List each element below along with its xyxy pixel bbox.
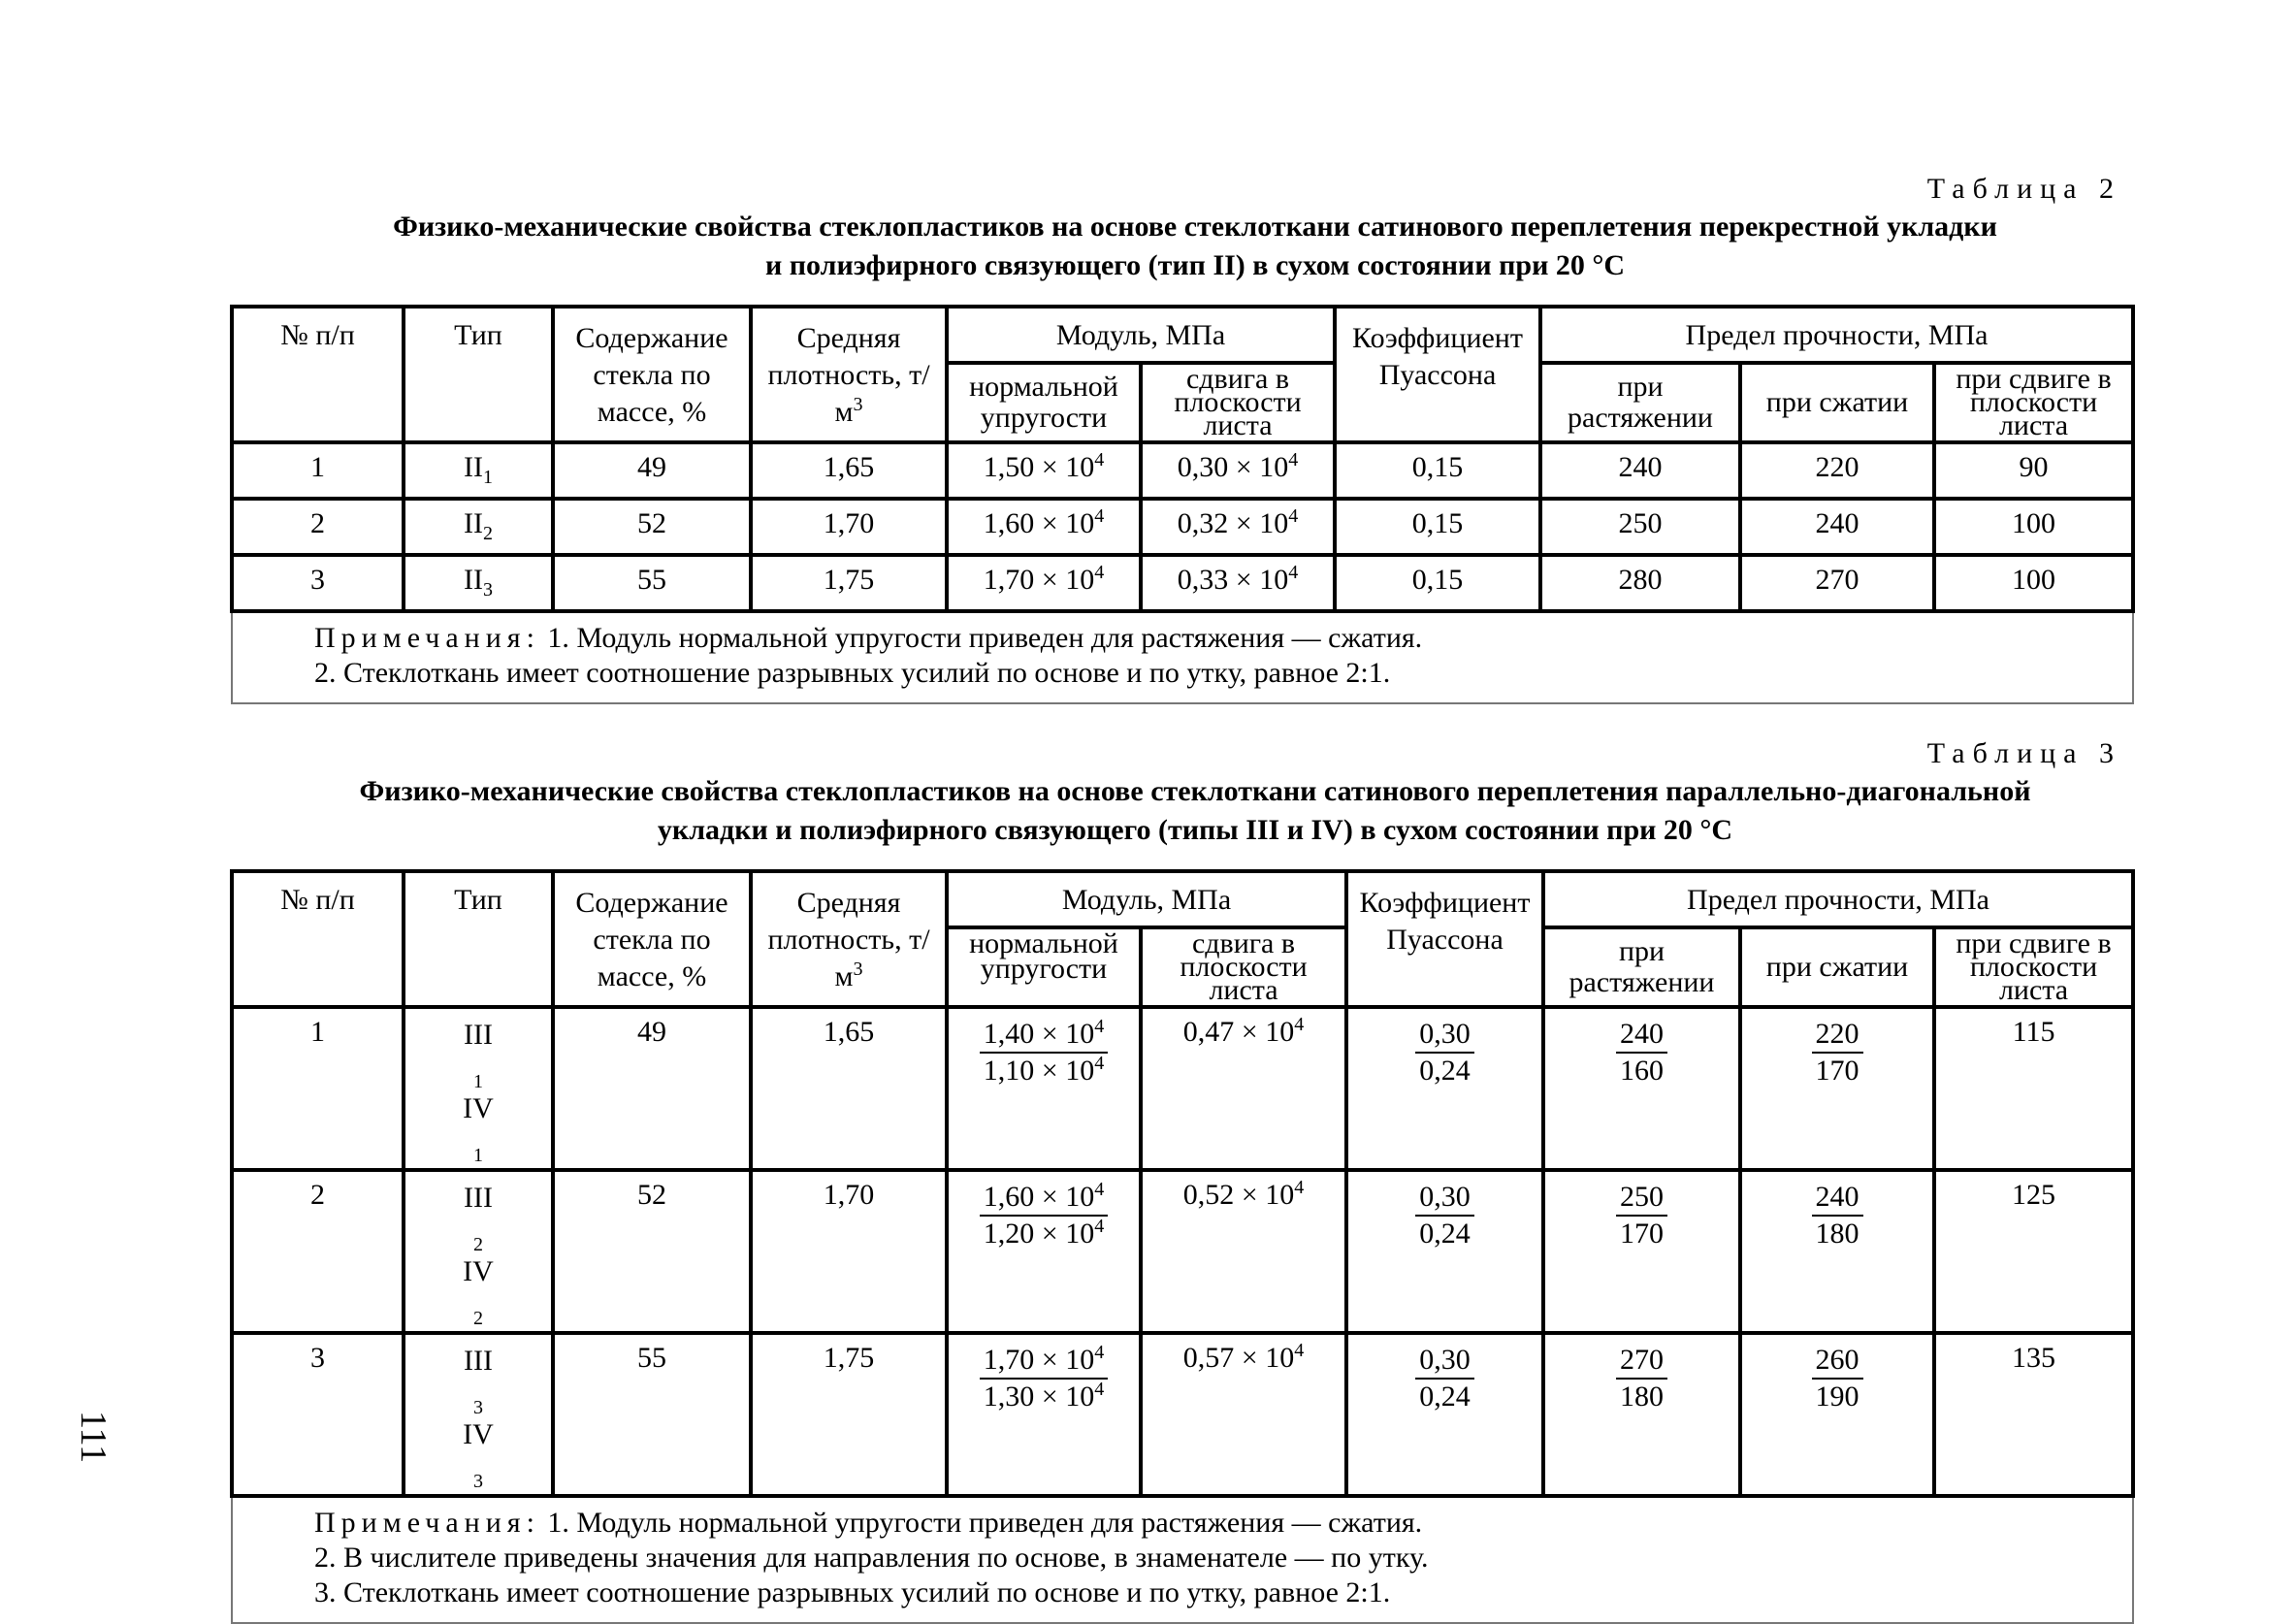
cell-content: 49 bbox=[553, 442, 751, 499]
cell-num: 2 bbox=[232, 1170, 404, 1333]
cell-compression: $\frac{260}{190}$ bbox=[1740, 1333, 1934, 1496]
cell-compression: 240 bbox=[1740, 499, 1934, 555]
table3-title bbox=[230, 772, 2131, 850]
cell-compression: $\frac{220}{170}$ bbox=[1740, 1007, 1934, 1170]
cell-shear: 135 bbox=[1934, 1333, 2133, 1496]
header-num: № п/п bbox=[232, 871, 404, 1007]
table2-notes bbox=[232, 611, 2133, 703]
table2 bbox=[230, 305, 2135, 704]
header-strength-shear: при сдвиге в плоскости листа bbox=[1934, 927, 2133, 1007]
header-strength-shear: при сдвиге в плоскости листа bbox=[1934, 363, 2133, 442]
table2-title-line1: Физико-механические свойства стеклопластиков на основе стеклоткани сатинового переплетения перекрестной укладки bbox=[393, 211, 1997, 243]
cell-mod-shear: $0,57 \times 10^4$ bbox=[1141, 1333, 1346, 1496]
cell-density: 1,70 bbox=[751, 499, 947, 555]
table3-title-line2: укладки и полиэфирного связующего (типы III и IV) в сухом состоянии при 20 °С bbox=[657, 814, 1733, 846]
cell-content: 55 bbox=[553, 555, 751, 611]
note-1: 1. Модуль нормальной упругости приведен для растяжения — сжатия. bbox=[547, 622, 1423, 654]
cell-poisson: 0,15 bbox=[1335, 555, 1540, 611]
header-poisson: Коэффициент Пуассона bbox=[1346, 871, 1543, 1007]
table-row bbox=[232, 499, 2133, 555]
cell-tension: $\frac{270}{180}$ bbox=[1543, 1333, 1740, 1496]
cell-density: 1,65 bbox=[751, 442, 947, 499]
cell-mod-normal: $1,50 \times 10^4$ bbox=[947, 442, 1141, 499]
page-number: 111 bbox=[73, 1411, 113, 1464]
table-row bbox=[232, 442, 2133, 499]
header-strength-compression: при сжатии bbox=[1740, 363, 1934, 442]
cell-type: III $_2$ IV $_2$ bbox=[404, 1170, 553, 1333]
cell-shear: 115 bbox=[1934, 1007, 2133, 1170]
header-content: Содержание стекла по массе, % bbox=[553, 871, 751, 1007]
cell-shear: 90 bbox=[1934, 442, 2133, 499]
cell-tension: $\frac{250}{170}$ bbox=[1543, 1170, 1740, 1333]
cell-compression: 270 bbox=[1740, 555, 1934, 611]
cell-tension: 240 bbox=[1540, 442, 1740, 499]
cell-type: $II_2$ bbox=[404, 499, 553, 555]
cell-shear: 100 bbox=[1934, 555, 2133, 611]
note-2: 2. Стеклоткань имеет соотношение разрывных усилий по основе и по утку, равное 2:1. bbox=[314, 657, 1391, 689]
notes-label: Примечания: bbox=[314, 622, 540, 654]
cell-mod-normal: $\frac{1,40 \times 10^4}{1,10 \times 10^4}$ bbox=[947, 1007, 1141, 1170]
cell-poisson: 0,15 bbox=[1335, 442, 1540, 499]
cell-num: 3 bbox=[232, 555, 404, 611]
cell-type: $II_1$ bbox=[404, 442, 553, 499]
cell-tension: 250 bbox=[1540, 499, 1740, 555]
cell-compression: $\frac{240}{180}$ bbox=[1740, 1170, 1934, 1333]
header-modulus-shear: сдвига в плоскости листа bbox=[1141, 363, 1335, 442]
header-strength-tension: при растяжении bbox=[1543, 927, 1740, 1007]
note-2: 2. В числителе приведены значения для направления по основе, в знаменателе — по утку. bbox=[314, 1542, 1429, 1574]
cell-density: 1,65 bbox=[751, 1007, 947, 1170]
cell-content: 49 bbox=[553, 1007, 751, 1170]
cell-mod-normal: $\frac{1,70 \times 10^4}{1,30 \times 10^4}$ bbox=[947, 1333, 1141, 1496]
header-num: № п/п bbox=[232, 307, 404, 442]
cell-density: 1,75 bbox=[751, 555, 947, 611]
header-strength: Предел прочности, МПа bbox=[1543, 871, 2133, 927]
table3 bbox=[230, 869, 2135, 1624]
cell-compression: 220 bbox=[1740, 442, 1934, 499]
header-density: Средняя плотность, $т/м^3$ bbox=[751, 307, 947, 442]
header-modulus-normal: нормальной упругости bbox=[947, 363, 1141, 442]
cell-mod-shear: $0,52 \times 10^4$ bbox=[1141, 1170, 1346, 1333]
cell-mod-shear: $0,47 \times 10^4$ bbox=[1141, 1007, 1346, 1170]
header-type: Тип bbox=[404, 307, 553, 442]
table3-label: Таблица 3 bbox=[1926, 737, 2121, 769]
table2-title-line2: и полиэфирного связующего (тип II) в сухом состоянии при 20 °С bbox=[764, 249, 1626, 281]
header-strength-tension: при растяжении bbox=[1540, 363, 1740, 442]
cell-poisson: $\frac{0,30}{0,24}$ bbox=[1346, 1007, 1543, 1170]
cell-tension: 280 bbox=[1540, 555, 1740, 611]
cell-num: 1 bbox=[232, 442, 404, 499]
cell-num: 1 bbox=[232, 1007, 404, 1170]
cell-content: 52 bbox=[553, 499, 751, 555]
note-3: 3. Стеклоткань имеет соотношение разрывных усилий по основе и по утку, равное 2:1. bbox=[314, 1576, 1391, 1608]
cell-shear: 125 bbox=[1934, 1170, 2133, 1333]
table2-label: Таблица 2 bbox=[1926, 173, 2121, 205]
cell-type: $II_3$ bbox=[404, 555, 553, 611]
table2-title bbox=[230, 208, 2131, 285]
header-content: Содержание стекла по массе, % bbox=[553, 307, 751, 442]
cell-poisson: $\frac{0,30}{0,24}$ bbox=[1346, 1170, 1543, 1333]
header-modulus: Модуль, МПа bbox=[947, 871, 1346, 927]
cell-type: III $_1$ IV $_1$ bbox=[404, 1007, 553, 1170]
cell-tension: $\frac{240}{160}$ bbox=[1543, 1007, 1740, 1170]
table-row bbox=[232, 555, 2133, 611]
cell-mod-shear: $0,33 \times 10^4$ bbox=[1141, 555, 1335, 611]
header-strength-compression: при сжатии bbox=[1740, 927, 1934, 1007]
cell-poisson: $\frac{0,30}{0,24}$ bbox=[1346, 1333, 1543, 1496]
cell-content: 55 bbox=[553, 1333, 751, 1496]
header-type: Тип bbox=[404, 871, 553, 1007]
cell-num: 3 bbox=[232, 1333, 404, 1496]
table-row bbox=[232, 1007, 2133, 1170]
cell-shear: 100 bbox=[1934, 499, 2133, 555]
cell-mod-shear: $0,30 \times 10^4$ bbox=[1141, 442, 1335, 499]
header-modulus-normal: нормальной упругости bbox=[947, 927, 1141, 1007]
header-modulus-shear: сдвига в плоскости листа bbox=[1141, 927, 1346, 1007]
table3-title-line1: Физико-механические свойства стеклопластиков на основе стеклоткани сатинового переплетения параллельно-диагональной bbox=[359, 775, 2031, 807]
cell-mod-shear: $0,32 \times 10^4$ bbox=[1141, 499, 1335, 555]
cell-content: 52 bbox=[553, 1170, 751, 1333]
table3-block bbox=[230, 735, 2131, 1624]
header-strength: Предел прочности, МПа bbox=[1540, 307, 2133, 363]
notes-label: Примечания: bbox=[314, 1507, 540, 1539]
cell-num: 2 bbox=[232, 499, 404, 555]
table-row bbox=[232, 1333, 2133, 1496]
table2-block bbox=[230, 171, 2131, 704]
table3-notes bbox=[232, 1496, 2133, 1623]
cell-poisson: 0,15 bbox=[1335, 499, 1540, 555]
header-modulus: Модуль, МПа bbox=[947, 307, 1335, 363]
cell-mod-normal: $1,60 \times 10^4$ bbox=[947, 499, 1141, 555]
header-density: Средняя плотность, $т/м^3$ bbox=[751, 871, 947, 1007]
table-row bbox=[232, 1170, 2133, 1333]
cell-mod-normal: $\frac{1,60 \times 10^4}{1,20 \times 10^4}$ bbox=[947, 1170, 1141, 1333]
cell-density: 1,70 bbox=[751, 1170, 947, 1333]
cell-density: 1,75 bbox=[751, 1333, 947, 1496]
cell-mod-normal: $1,70 \times 10^4$ bbox=[947, 555, 1141, 611]
cell-type: III $_3$ IV $_3$ bbox=[404, 1333, 553, 1496]
header-poisson: Коэффициент Пуассона bbox=[1335, 307, 1540, 442]
note-1: 1. Модуль нормальной упругости приведен для растяжения — сжатия. bbox=[547, 1507, 1423, 1539]
